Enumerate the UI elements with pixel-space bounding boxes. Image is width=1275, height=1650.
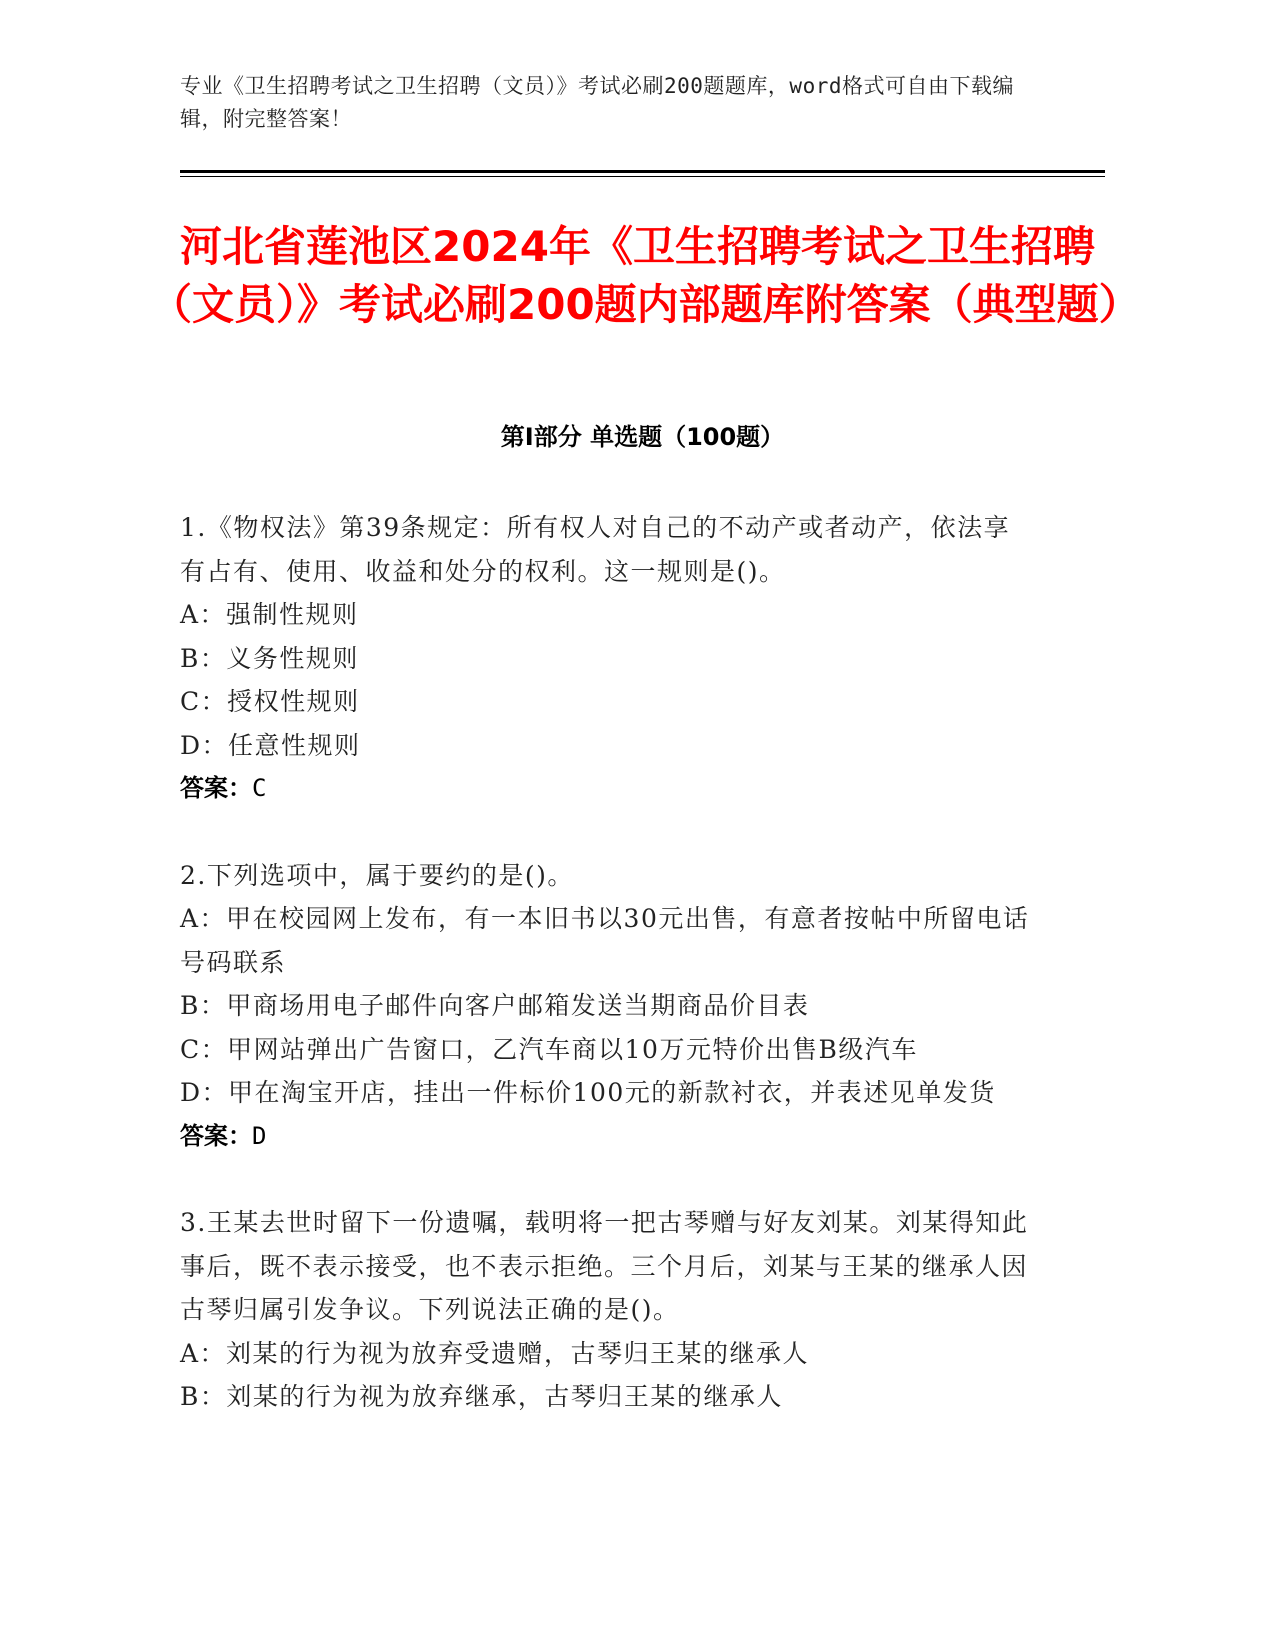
question-stem: 1.《物权法》第39条规定：所有权人对自己的不动产或者动产，依法享有占有、使用、收益和处分的权利。这一规则是()。 [180, 513, 1011, 586]
answer-label: 答案： [180, 1121, 252, 1150]
question-item [180, 506, 1030, 811]
answer-line [180, 767, 1030, 811]
option-a: A：强制性规则 [180, 600, 359, 629]
option-c: C：甲网站弹出广告窗口，乙汽车商以10万元特价出售B级汽车 [180, 1034, 918, 1064]
question-stem: 2.下列选项中，属于要约的是()。 [180, 860, 574, 890]
option-b: B：刘某的行为视为放弃继承，古琴归王某的继承人 [180, 1382, 783, 1411]
question-stem: 3.王某去世时留下一份遗嘱，载明将一把古琴赠与好友刘某。刘某得知此事后，既不表示接受，也不表示拒绝。三个月后，刘某与王某的继承人因古琴归属引发争议。下列说法正确的是()。 [180, 1208, 1029, 1324]
header-divider-thick [180, 170, 1105, 173]
option-b: B：甲商场用电子邮件向客户邮箱发送当期商品价目表 [180, 991, 810, 1020]
document-title: 河北省莲池区2024年《卫生招聘考试之卫生招聘（文员）》考试必刷200题内部题库附答案（典型题） [150, 222, 1141, 329]
option-a: A：甲在校园网上发布，有一本旧书以30元出售，有意者按帖中所留电话号码联系 [180, 904, 1030, 977]
header-divider-thin [180, 176, 1105, 177]
answer-value: C [252, 774, 267, 802]
header-note: 专业《卫生招聘考试之卫生招聘（文员）》考试必刷200题题库，word格式可自由下载编辑，附完整答案！ [180, 74, 1014, 131]
answer-label: 答案： [180, 774, 252, 802]
section-heading: 第Ⅰ部分 单选题（100题） [500, 423, 785, 451]
option-a: A：刘某的行为视为放弃受遗赠，古琴归王某的继承人 [180, 1338, 810, 1368]
answer-value: D [252, 1121, 267, 1150]
option-c: C：授权性规则 [180, 687, 360, 716]
answer-line [180, 1115, 1030, 1159]
question-item [180, 1201, 1030, 1419]
option-d: D：任意性规则 [180, 730, 361, 760]
option-d: D：甲在淘宝开店，挂出一件标价100元的新款衬衣，并表述见单发货 [180, 1078, 996, 1107]
option-b: B：义务性规则 [180, 643, 359, 673]
question-item [180, 854, 1030, 1159]
question-list [180, 506, 1030, 1462]
